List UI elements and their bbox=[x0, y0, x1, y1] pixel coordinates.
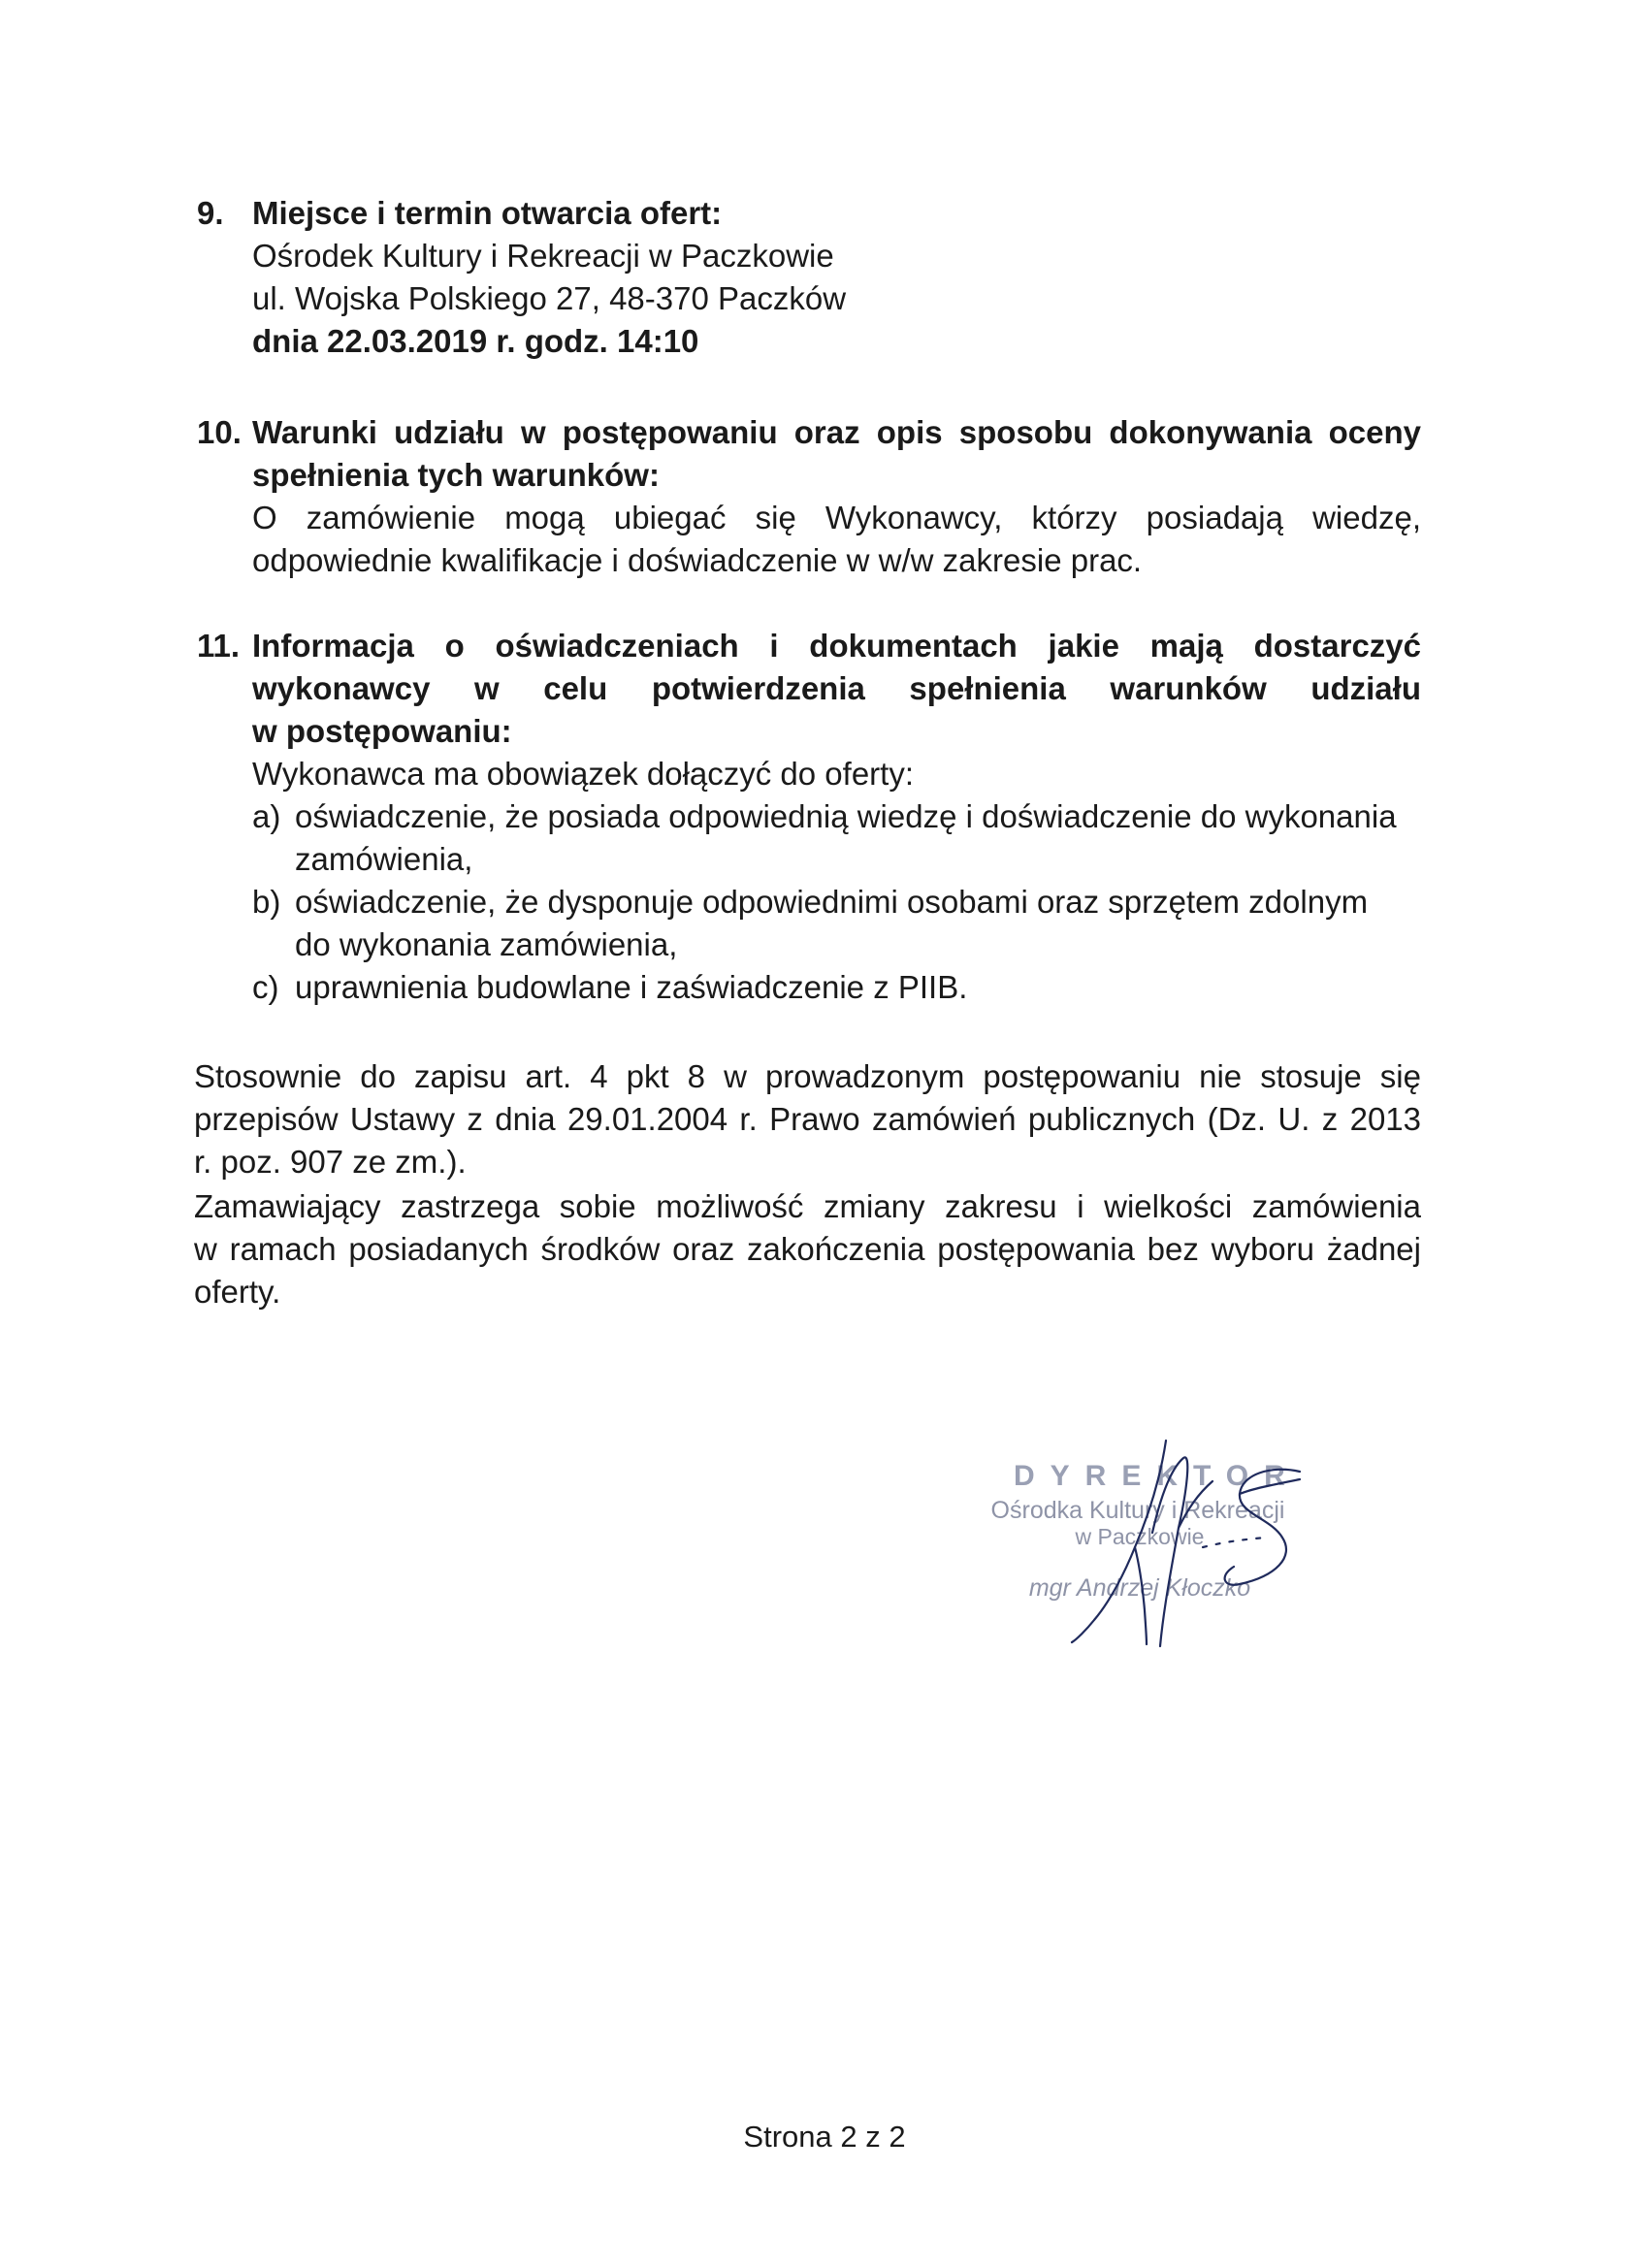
section-10-body-line1: O zamówienie mogą ubiegać się Wykonawcy, którzy posiadają wiedzę, bbox=[252, 500, 1421, 535]
section-11-heading-line3: w postępowaniu: bbox=[252, 713, 512, 749]
list-item-letter: b) bbox=[252, 884, 281, 920]
closing-p1-line3: r. poz. 907 ze zm.). bbox=[194, 1144, 467, 1180]
section-10-heading-line1: Warunki udziału w postępowaniu oraz opis sposobu dokonywania oceny bbox=[252, 414, 1421, 450]
stamp-org-line2: w Paczkowie bbox=[1075, 1524, 1205, 1549]
section-9-date: dnia 22.03.2019 r. godz. 14:10 bbox=[252, 323, 699, 359]
closing-p2-line3: oferty. bbox=[194, 1274, 281, 1310]
list-item-text-line2: zamówienia, bbox=[295, 841, 473, 877]
list-item bbox=[252, 881, 1421, 966]
stamp-title: DYREKTOR bbox=[1014, 1460, 1301, 1492]
section-10 bbox=[197, 411, 1421, 582]
list-item bbox=[252, 966, 1421, 1009]
section-11-heading-line2: wykonawcy w celu potwierdzenia spełnienia warunków udziału bbox=[252, 670, 1421, 706]
section-9 bbox=[197, 192, 1421, 363]
section-9-heading: Miejsce i termin otwarcia ofert: bbox=[252, 195, 723, 231]
list-item bbox=[252, 795, 1421, 881]
section-11-number: 11. bbox=[197, 628, 241, 664]
section-9-number: 9. bbox=[197, 195, 224, 231]
closing-p2-line2: w ramach posiadanych środków oraz zakończenia postępowania bez wyboru żadnej bbox=[194, 1231, 1421, 1267]
list-item-text-line1: oświadczenie, że dysponuje odpowiednimi osobami oraz sprzętem zdolnym bbox=[295, 884, 1369, 920]
list-item-letter: c) bbox=[252, 969, 279, 1005]
section-9-address-line1: Ośrodek Kultury i Rekreacji w Paczkowie bbox=[252, 238, 834, 274]
section-11-intro: Wykonawca ma obowiązek dołączyć do oferty: bbox=[252, 756, 915, 792]
stamp-name: mgr Andrzej Kłoczko bbox=[1028, 1574, 1251, 1602]
list-item-text-line1: uprawnienia budowlane i zaświadczenie z PIIB. bbox=[295, 969, 968, 1005]
page-footer bbox=[0, 2118, 1649, 2156]
closing-paragraph-2 bbox=[194, 1185, 1421, 1313]
page-number: Strona 2 z 2 bbox=[743, 2120, 906, 2154]
list-item-letter: a) bbox=[252, 798, 281, 834]
section-10-number: 10. bbox=[197, 414, 242, 450]
section-10-body-line2: odpowiednie kwalifikacje i doświadczenie w w/w zakresie prac. bbox=[252, 542, 1143, 578]
list-item-text-line2: do wykonania zamówienia, bbox=[295, 926, 678, 962]
closing-p2-line1: Zamawiający zastrzega sobie możliwość zmiany zakresu i wielkości zamówienia bbox=[194, 1188, 1421, 1224]
handwritten-signature bbox=[980, 1421, 1368, 1673]
stamp-org-line1: Ośrodka Kultury i Rekreacji bbox=[990, 1497, 1285, 1524]
section-11-heading-line1: Informacja o oświadczeniach i dokumentach jakie mają dostarczyć bbox=[252, 628, 1421, 664]
section-11 bbox=[197, 625, 1421, 1009]
closing-paragraph-1 bbox=[194, 1055, 1421, 1183]
closing-p1-line1: Stosownie do zapisu art. 4 pkt 8 w prowadzonym postępowaniu nie stosuje się bbox=[194, 1058, 1421, 1094]
list-item-text-line1: oświadczenie, że posiada odpowiednią wiedzę i doświadczenie do wykonania bbox=[295, 798, 1397, 834]
section-9-address-line2: ul. Wojska Polskiego 27, 48-370 Paczków bbox=[252, 280, 847, 316]
closing-p1-line2: przepisów Ustawy z dnia 29.01.2004 r. Prawo zamówień publicznych (Dz. U. z 2013 bbox=[194, 1101, 1421, 1137]
section-10-heading-line2: spełnienia tych warunków: bbox=[252, 457, 660, 493]
